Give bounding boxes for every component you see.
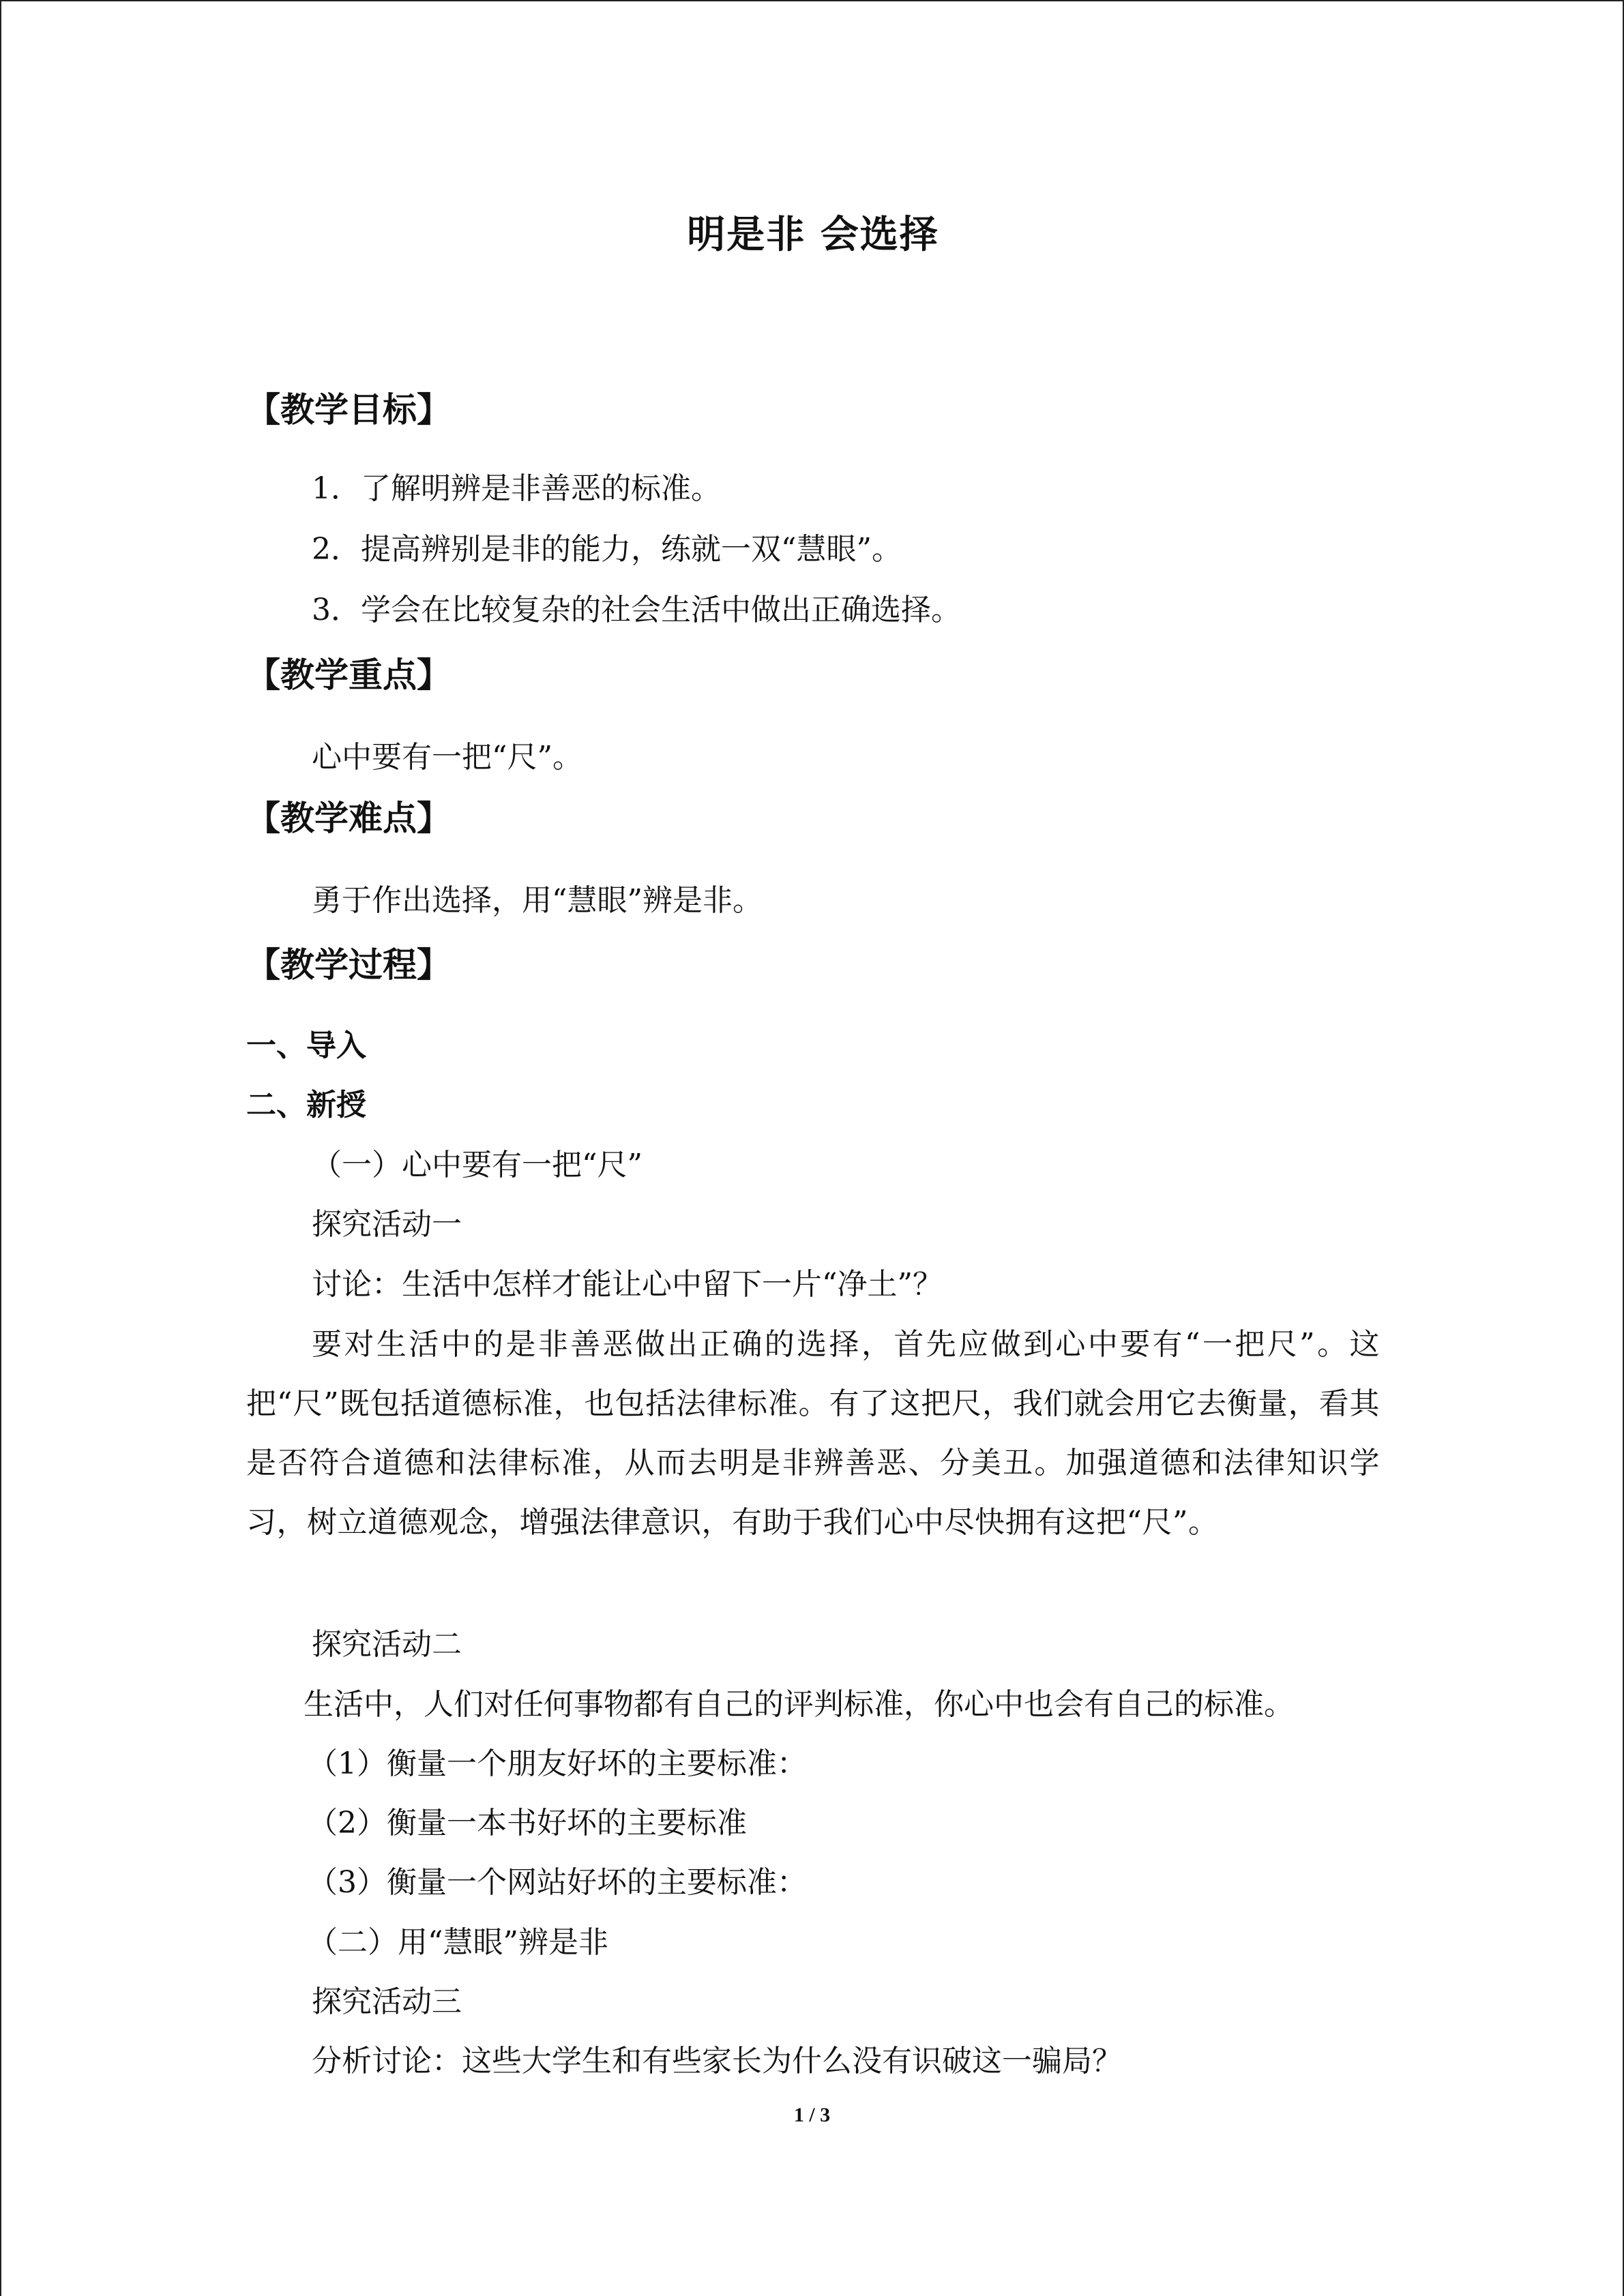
subsection-wisdom-eyes: （二）用“慧眼”辨是非 bbox=[308, 1925, 608, 1960]
document-title: 明是非 会选择 bbox=[687, 213, 939, 257]
activity-2-item-1: （1）衡量一个朋友好坏的主要标准： bbox=[308, 1746, 807, 1781]
key-points-heading: 【教学重点】 bbox=[246, 655, 451, 695]
page-number: 1 / 3 bbox=[793, 2104, 831, 2126]
activity-3-title: 探究活动三 bbox=[312, 1984, 462, 2019]
activity-2-item-3: （3）衡量一个网站好坏的主要标准： bbox=[308, 1865, 807, 1900]
activity-1-question: 讨论：生活中怎样才能让心中留下一片“净土”？ bbox=[312, 1267, 943, 1302]
key-points-text: 心中要有一把“尺”。 bbox=[312, 740, 582, 775]
activity-1-paragraph: 要对生活中的是非善恶做出正确的选择，首先应做到心中要有“一把尺”。这把“尺”既包括道德标准，也包括法律标准。有了这把尺，我们就会用它去衡量，看其是否符合道德和法律标准，从而去明是非辨善恶、分美丑。加强道德和法律知识学习，树立道德观念，增强法律意识，有助于我们心中尽快拥有这把“尺”。 bbox=[246, 1327, 1380, 1540]
difficulties-heading: 【教学难点】 bbox=[246, 799, 451, 838]
part-new-lesson: 二、新授 bbox=[246, 1088, 366, 1122]
objective-item-2: 2．提高辨别是非的能力，练就一双“慧眼”。 bbox=[312, 532, 902, 567]
difficulties-text: 勇于作出选择，用“慧眼”辨是非。 bbox=[312, 883, 763, 918]
activity-2-item-2: （2）衡量一本书好坏的主要标准 bbox=[308, 1806, 747, 1840]
part-intro: 一、导入 bbox=[246, 1028, 366, 1063]
objective-item-3: 3．学会在比较复杂的社会生活中做出正确选择。 bbox=[312, 593, 961, 627]
activity-1-title: 探究活动一 bbox=[312, 1207, 462, 1242]
activity-3-question: 分析讨论：这些大学生和有些家长为什么没有识破这一骗局？ bbox=[312, 2044, 1122, 2078]
objective-item-1: 1．了解明辨是非善恶的标准。 bbox=[312, 471, 721, 506]
activity-2-intro: 生活中，人们对任何事物都有自己的评判标准，你心中也会有自己的标准。 bbox=[304, 1687, 1294, 1722]
objectives-heading: 【教学目标】 bbox=[246, 390, 451, 430]
subsection-ruler: （一）心中要有一把“尺” bbox=[312, 1148, 643, 1182]
process-heading: 【教学过程】 bbox=[246, 945, 451, 985]
activity-2-title: 探究活动二 bbox=[312, 1627, 462, 1662]
